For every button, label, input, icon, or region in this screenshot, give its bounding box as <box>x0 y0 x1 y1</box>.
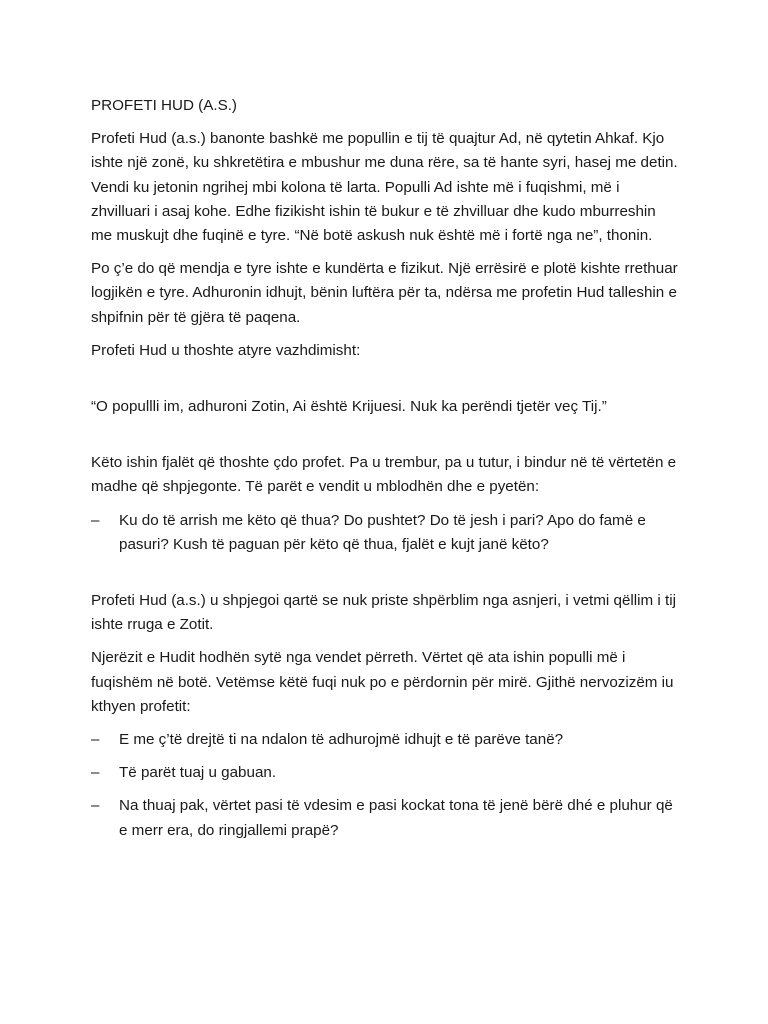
dialogue-text: E me ç’të drejtë ti na ndalon të adhurojmë idhujt e të parëve tanë? <box>119 731 564 749</box>
dash-mark: – <box>91 764 100 782</box>
blank-line <box>91 566 681 589</box>
paragraph-intro: Profeti Hud (a.s.) banonte bashkë me popullin e tij të quajtur Ad, në qytetin Ahkaf. Kjo ishte një zonë, ku shkretëtira e mbushur me duna rëre, sa të hante syri, hasej me detin. Vendi ku jetonin ngrihej mbi kolona të larta. Populli Ad ishte më i fuqishmi, më i zhvilluari i asaj kohe. Edhe fizikisht ishin të bukur e të zhvilluar dhe kudo mburreshin me muskujt dhe fuqinë e tyre. “Në botë askush nuk është më i fortë nga ne”, thonin. <box>91 130 678 245</box>
document-title: PROFETI HUD (A.S.) <box>91 97 237 114</box>
dash-mark: – <box>91 797 100 815</box>
blank-line <box>91 372 681 395</box>
dash-mark: – <box>91 731 100 749</box>
dialogue-line <box>91 761 681 785</box>
dash-mark: – <box>91 511 100 529</box>
quote-paragraph: “O popullli im, adhuroni Zotin, Ai është Krijuesi. Nuk ka perëndi tjetër veç Tij.” <box>91 398 607 416</box>
dialogue-text: Na thuaj pak, vërtet pasi të vdesim e pasi kockat tona të jenë bërë dhé e pluhur që e merr era, do ringjallemi prapë? <box>119 797 673 839</box>
dialogue-line <box>91 509 681 557</box>
dialogue-line <box>91 794 681 842</box>
dialogue-text: Ku do të arrish me këto që thua? Do pushtet? Do të jesh i pari? Apo do famë e pasuri? Kush të paguan për këto që thua, fjalët e kujt janë këto? <box>119 511 646 553</box>
document-body <box>91 94 681 852</box>
paragraph-mind: Po ç’e do që mendja e tyre ishte e kundërta e fizikut. Një errësirë e plotë kishte rrethuar logjikën e tyre. Adhuronin idhujt, bënin luftëra për ta, ndërsa me profetin Hud talleshin e shpifnin për të gjëra të paqena. <box>91 260 678 326</box>
paragraph-explained: Profeti Hud (a.s.) u shpjegoi qartë se nuk priste shpërblim nga asnjeri, i vetmi qëllim i tij ishte rruga e Zotit. <box>91 592 676 634</box>
paragraph-prophets-words: Këto ishin fjalët që thoshte çdo profet. Pa u trembur, pa u tutur, i bindur në të vërtetën e madhe që shpjegonte. Të parët e vendit u mblodhën dhe e pyetën: <box>91 454 677 496</box>
paragraph-hud-said: Profeti Hud u thoshte atyre vazhdimisht: <box>91 341 361 359</box>
dialogue-text: Të parët tuaj u gabuan. <box>119 764 277 782</box>
dialogue-line <box>91 728 681 752</box>
blank-line <box>91 428 681 451</box>
paragraph-people: Njerëzit e Hudit hodhën sytë nga vendet përreth. Vërtet që ata ishin populli më i fuqishëm në botë. Vetëmse këtë fuqi nuk po e përdornin për mirë. Gjithë nervozizëm iu kthyen profetit: <box>91 649 674 715</box>
